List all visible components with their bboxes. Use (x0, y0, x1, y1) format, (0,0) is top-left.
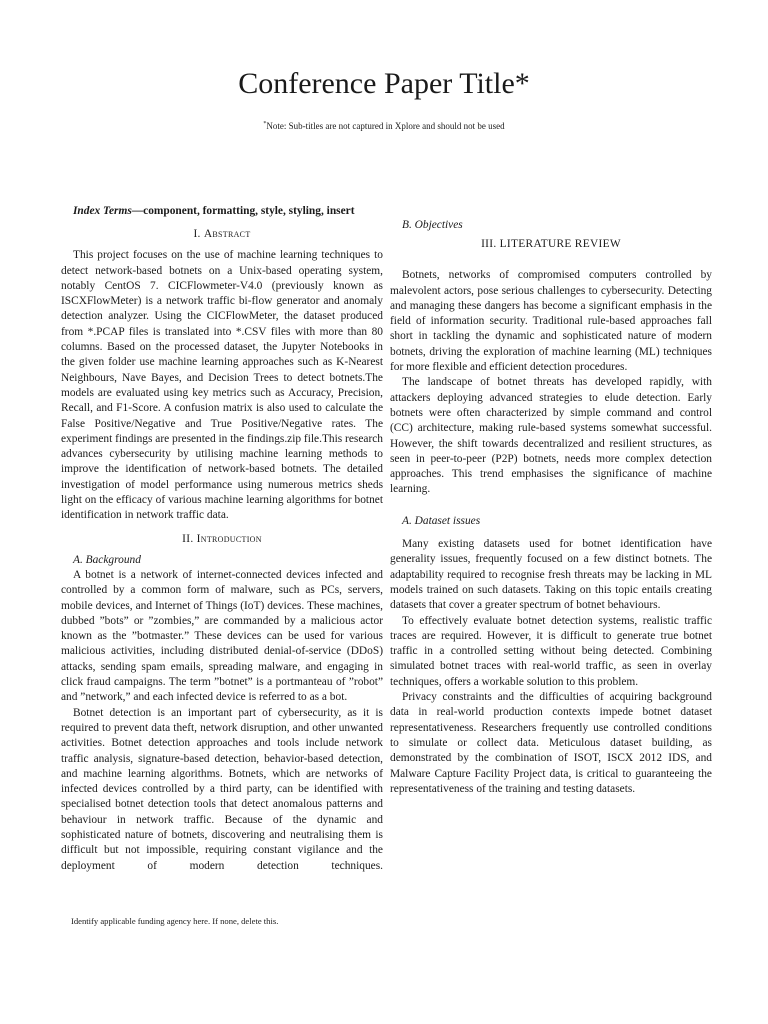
section-title: Introduction (196, 532, 262, 545)
section-number: I. (193, 228, 201, 241)
dataset-issues-paragraph: Many existing datasets used for botnet identification have generality issues, frequently focused on a few distinct botnets. The adaptability required to recognise fresh threats may be lacking in ML models trained on such datasets. Taking on this topic entails creating datasets that cover a greater spectrum of botnet behaviours. (390, 538, 712, 612)
left-column (61, 204, 383, 874)
dataset-issues-paragraph: Privacy constraints and the difficulties of acquiring background data in real-world production contexts impede botnet dataset representativeness. Researchers frequently use controlled conditions to simulate or collect data. Meticulous dataset building, as demonstrated by the combination of ISOT, ISCX 2012 IDS, and Malware Capture Facility Project data, is critical to guaranteeing the representativeness of the training and testing datasets. (390, 691, 712, 795)
background-paragraph: A botnet is a network of internet-connected devices infected and controlled by a common form of malware, such as PCs, servers, mobile devices, and Internet of Things (IoT) devices. These machines, dubbed ”bots” or ”zombies,” are commanded by a malicious actor known as the ”botmaster.” These devices can be used for various malicious activities, including distributed denial-of-service (DDoS) attacks, sending spam emails, spreading malware, and engaging in click fraud campaigns. The term ”botnet” is a portmanteau of ”robot” and ”network,” and each infected device is referred to as a bot. (61, 568, 383, 704)
spacer (390, 258, 712, 268)
section-heading-literature (390, 237, 712, 252)
section-heading-abstract (61, 227, 383, 242)
dataset-issues-paragraph: To effectively evaluate botnet detection systems, realistic traffic traces are required. However, it is difficult to generate true botnet traffic in a controlled setting without being detected. Combining simulated botnet traces with real-world traffic, as seen in overlay techniques, offers a workable solution to this problem. (390, 614, 712, 688)
right-column (390, 204, 712, 797)
section-heading-introduction (61, 532, 383, 547)
background-paragraph: Botnet detection is an important part of cybersecurity, as it is required to prevent data theft, network disruption, and other unwanted activities. Botnet detection approaches and tools include network traffic analysis, signature-based detection, behavior-based detection, and machine learning algorithms. Botnets, which are networks of infected devices controlled by a third party, can be identified with specialised botnet detection tools that detect anomalous patterns and behaviour in network traffic. Because of the dynamic and sophisticated nature of botnets, discovering and neutralising them is difficult but not impossible, requiring constant vigilance and the deployment of modern detection techniques. (61, 706, 383, 872)
index-terms-label: Index Terms (73, 205, 132, 217)
funding-footnote: Identify applicable funding agency here. If none, delete this. (71, 916, 279, 926)
index-terms-text: —component, formatting, style, styling, insert (131, 205, 355, 217)
paper-title: Conference Paper Title* (238, 67, 530, 100)
subsection-heading-dataset-issues: A. Dataset issues (402, 514, 481, 527)
literature-paragraph: The landscape of botnet threats has developed rapidly, with attackers deploying advanced strategies to elude detection. Early botnets were often characterized by simple command and control (CC) architecture, making rule-based systems somewhat successful. However, the shift towards decentralized and resilient structures, as seen in peer-to-peer (P2P) botnets, needs more complex detection approaches. This trend emphasises the significance of machine learning. (390, 376, 712, 496)
subtitle-note-text: Note: Sub-titles are not captured in Xplore and should not be used (266, 121, 505, 131)
abstract-paragraph: This project focuses on the use of machine learning techniques to detect network-based botnets on a Unix-based operating system, notably CentOS 7. CICFlowmeter-V4.0 (previously known as ISCXFlowMeter) is a network traffic bi-flow generator and anomaly detection analyzer. Using the CICFlowMeter, the dataset produced from *.PCAP files is translated into *.CSV files with more than 80 columns. Based on the processed dataset, the Jupyter Notebooks in the given folder use machine learning approaches such as K-Nearest Neighbours, Nave Bayes, and Decision Trees to detect botnets.The models are evaluated using key metrics such as Accuracy, Precision, Recall, and F1-Score. A confusion matrix is also used to calculate the False Positive/Negative and True Positive/Negative rates. The experiment findings are presented in the findings.zip file.This research advances cybersecurity by utilising machine learning methods to improve the identification of network-based botnets. The detailed investigation of model performance using numerous metrics sheds light on the efficacy of various machine learning algorithms for botnet identification in network traffic data. (61, 249, 383, 522)
literature-paragraph: Botnets, networks of compromised computers controlled by malevolent actors, pose serious challenges to cybersecurity. Detecting and managing these dangers has become a significant emphasis in the field of information security. Traditional rule-based approaches fall short in tackling the dynamic and sophisticated nature of modern botnets, driving the exploration of machine learning (ML) techniques for more flexible and efficient detection procedures. (390, 269, 712, 374)
section-title: Abstract (203, 228, 251, 241)
subsection-heading-objectives: B. Objectives (402, 219, 463, 231)
subtitle-note-mark: * (263, 121, 267, 127)
index-terms (61, 204, 383, 219)
section-title: LITERATURE REVIEW (496, 238, 621, 251)
subtitle-note (0, 118, 768, 132)
subsection-heading-background: A. Background (73, 553, 141, 566)
section-number: II. (182, 532, 194, 545)
section-number: III. (481, 238, 497, 251)
